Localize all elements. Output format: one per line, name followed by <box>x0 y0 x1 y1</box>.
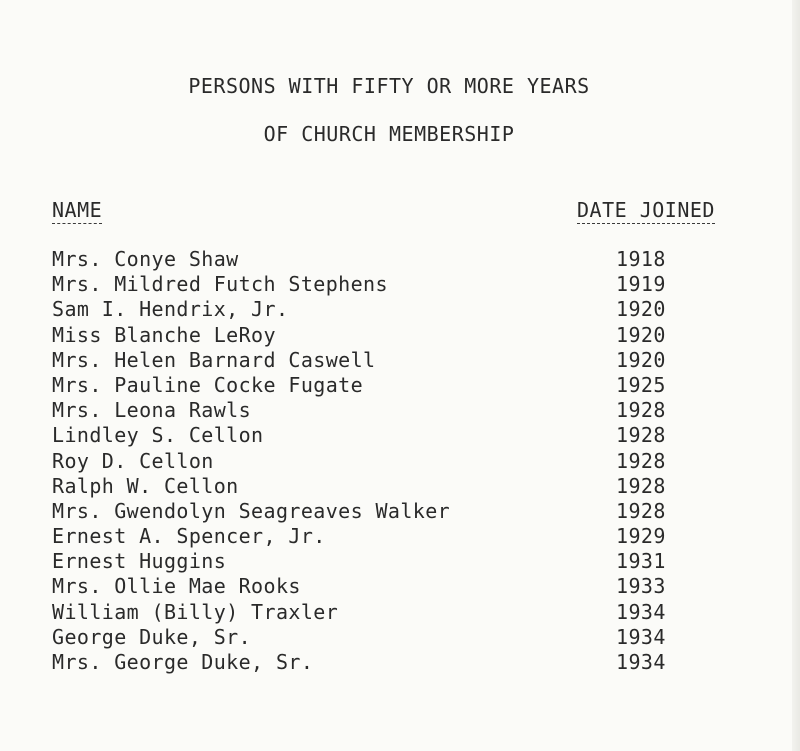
list-item <box>0 272 780 297</box>
member-name: Ralph W. Cellon <box>52 473 239 498</box>
list-item <box>0 499 780 524</box>
member-year-joined: 1934 <box>616 650 666 674</box>
member-year-joined: 1929 <box>616 524 666 549</box>
member-name: Mrs. Leona Rawls <box>52 398 252 423</box>
member-year-joined: 1934 <box>616 624 666 649</box>
membership-list <box>0 247 780 675</box>
list-item <box>0 474 780 499</box>
member-name: Ernest A. Spencer, Jr. <box>52 524 326 549</box>
member-name: Mrs. Ollie Mae Rooks <box>52 574 301 599</box>
column-header-date-joined: DATE JOINED <box>577 198 715 222</box>
list-item <box>0 625 780 650</box>
member-name: Mrs. George Duke, Sr. <box>52 650 314 674</box>
list-item <box>0 524 780 549</box>
list-item <box>0 549 780 574</box>
list-item <box>0 600 780 625</box>
list-item <box>0 348 780 373</box>
member-name: Roy D. Cellon <box>52 448 214 473</box>
list-item <box>0 247 780 272</box>
list-item <box>0 574 780 599</box>
member-year-joined: 1920 <box>616 347 666 372</box>
member-year-joined: 1920 <box>616 297 666 322</box>
column-header-name: NAME <box>52 198 103 222</box>
member-year-joined: 1918 <box>616 247 666 271</box>
member-name: William (Billy) Traxler <box>52 599 339 624</box>
document-title-line-1: PERSONS WITH FIFTY OR MORE YEARS <box>188 74 590 98</box>
list-item <box>0 373 780 398</box>
member-year-joined: 1920 <box>616 322 666 347</box>
member-year-joined: 1919 <box>616 272 666 297</box>
member-name: Mrs. Conye Shaw <box>52 247 239 271</box>
member-year-joined: 1928 <box>616 398 666 423</box>
member-name: Mrs. Mildred Futch Stephens <box>52 272 388 297</box>
member-name: Sam I. Hendrix, Jr. <box>52 297 289 322</box>
list-item <box>0 449 780 474</box>
member-year-joined: 1928 <box>616 473 666 498</box>
member-name: Ernest Huggins <box>52 549 227 574</box>
member-year-joined: 1928 <box>616 498 666 523</box>
member-name: George Duke, Sr. <box>52 624 252 649</box>
member-name: Mrs. Pauline Cocke Fugate <box>52 372 364 397</box>
list-item <box>0 297 780 322</box>
member-name: Miss Blanche LeRoy <box>52 322 276 347</box>
member-year-joined: 1933 <box>616 574 666 599</box>
page-edge <box>792 0 800 751</box>
list-item <box>0 323 780 348</box>
list-item <box>0 423 780 448</box>
member-name: Lindley S. Cellon <box>52 423 264 448</box>
document-title-line-2: OF CHURCH MEMBERSHIP <box>263 122 515 146</box>
member-year-joined: 1931 <box>616 549 666 574</box>
member-name: Mrs. Helen Barnard Caswell <box>52 347 376 372</box>
member-year-joined: 1925 <box>616 372 666 397</box>
member-year-joined: 1928 <box>616 423 666 448</box>
member-name: Mrs. Gwendolyn Seagreaves Walker <box>52 498 451 523</box>
list-item <box>0 650 780 675</box>
member-year-joined: 1934 <box>616 599 666 624</box>
member-year-joined: 1928 <box>616 448 666 473</box>
list-item <box>0 398 780 423</box>
